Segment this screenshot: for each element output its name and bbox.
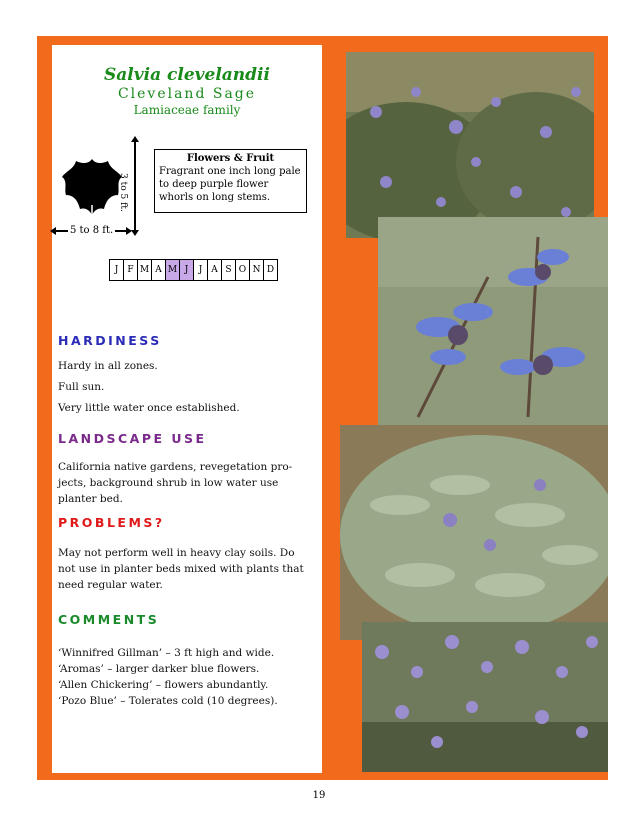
hardiness-body: [58, 358, 308, 421]
family-name: Lamiaceae family: [133, 103, 241, 117]
problems-heading: PROBLEMS?: [58, 515, 165, 530]
calendar-month: N: [250, 260, 264, 280]
page-number: 19: [312, 790, 326, 801]
common-name: Cleveland Sage: [117, 86, 257, 102]
bloom-calendar: [109, 259, 278, 281]
comment-line: ‘Winnifred Gillman’ – 3 ft high and wide.: [58, 647, 275, 659]
width-label: 5 to 8 ft.: [70, 225, 114, 236]
calendar-month: D: [264, 260, 277, 280]
height-arrow: [134, 140, 136, 232]
height-label: 3 to 5 ft.: [118, 173, 128, 212]
hardiness-line: Full sun.: [58, 381, 105, 393]
calendar-month: M: [138, 260, 152, 280]
comments-body: [58, 645, 308, 709]
comment-line: ‘Aromas’ – larger darker blue flowers.: [58, 663, 260, 675]
comment-line: ‘Allen Chickering’ – flowers abundantly.: [58, 679, 269, 691]
calendar-month: A: [152, 260, 166, 280]
calendar-month: J: [194, 260, 208, 280]
comments-heading: COMMENTS: [58, 612, 160, 627]
flowers-fruit-title: Flowers & Fruit: [186, 153, 275, 164]
calendar-month: F: [124, 260, 138, 280]
hardiness-heading: HARDINESS: [58, 333, 162, 348]
calendar-month: A: [208, 260, 222, 280]
problems-text: May not perform well in heavy clay soils. Do not use in planter beds mixed with plants that need regular water.: [58, 547, 304, 591]
hardiness-line: Very little water once established.: [58, 402, 240, 414]
calendar-month: J: [180, 260, 194, 280]
flowers-fruit-box: [154, 149, 307, 213]
landscape-text: California native gardens, revegetation pro-jects, background shrub in low water use planter bed.: [58, 461, 293, 505]
calendar-month: O: [236, 260, 250, 280]
info-panel: [52, 45, 322, 773]
landscape-heading: LANDSCAPE USE: [58, 431, 207, 446]
photo-flowering-stems: [362, 622, 608, 772]
calendar-month: S: [222, 260, 236, 280]
photo-flower-closeup: [378, 217, 608, 425]
scientific-name: Salvia clevelandii: [104, 65, 270, 85]
comment-line: ‘Pozo Blue’ – Tolerates cold (10 degrees).: [58, 695, 278, 707]
hardiness-line: Hardy in all zones.: [58, 360, 158, 372]
photo-foliage: [340, 425, 608, 640]
calendar-month: J: [110, 260, 124, 280]
calendar-month: M: [166, 260, 180, 280]
photo-shrub-hillside: [346, 52, 594, 238]
flowers-fruit-text: Fragrant one inch long pale to deep purple flower whorls on long stems.: [159, 166, 301, 203]
